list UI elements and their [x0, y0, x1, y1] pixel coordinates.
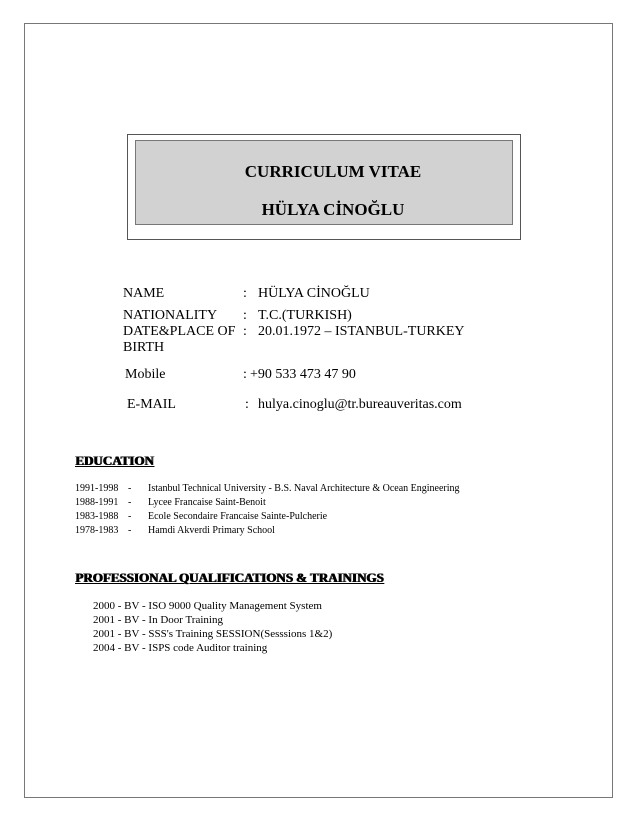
email-label: E-MAIL	[127, 397, 176, 412]
education-dash: -	[128, 525, 132, 536]
nationality-value: T.C.(TURKISH)	[258, 308, 352, 323]
qualification-item: 2004 - BV - ISPS code Auditor training	[93, 642, 268, 654]
title-panel	[135, 140, 513, 225]
candidate-name-heading: HÜLYA CİNOĞLU	[261, 200, 405, 219]
name-value: HÜLYA CİNOĞLU	[258, 286, 370, 301]
education-heading: EDUCATION	[75, 453, 154, 468]
mobile-value: +90 533 473 47 90	[250, 367, 356, 382]
mobile-sep: :	[243, 367, 247, 382]
email-sep: :	[245, 397, 249, 412]
birth-value: 20.01.1972 – ISTANBUL-TURKEY	[258, 324, 465, 339]
qualification-item: 2001 - BV - In Door Training	[93, 614, 223, 626]
title-box	[127, 134, 521, 240]
education-school: Lycee Francaise Saint-Benoit	[148, 497, 266, 508]
education-years: 1991-1998	[75, 483, 119, 494]
qualification-item: 2001 - BV - SSS's Training SESSION(Sesssions 1&2)	[93, 628, 333, 640]
birth-label: DATE&PLACE OF	[123, 324, 236, 339]
education-years: 1988-1991	[75, 497, 119, 508]
education-school: Hamdi Akverdi Primary School	[148, 525, 275, 536]
qualification-item: 2000 - BV - ISO 9000 Quality Management System	[93, 600, 322, 612]
document-title: CURRICULUM VITAE	[244, 162, 422, 181]
name-sep: :	[243, 286, 247, 301]
education-years: 1978-1983	[75, 525, 119, 536]
name-label: NAME	[123, 286, 165, 301]
nationality-sep: :	[243, 308, 247, 323]
nationality-label: NATIONALITY	[123, 308, 218, 323]
education-school: Ecole Secondaire Francaise Sainte-Pulcherie	[148, 511, 328, 522]
education-dash: -	[128, 483, 132, 494]
birth-label-cont: BIRTH	[123, 340, 165, 355]
education-dash: -	[128, 497, 132, 508]
qualifications-heading: PROFESSIONAL QUALIFICATIONS & TRAININGS	[75, 570, 384, 585]
birth-sep: :	[243, 324, 247, 339]
email-value: hulya.cinoglu@tr.bureauveritas.com	[258, 397, 462, 412]
education-years: 1983-1988	[75, 511, 119, 522]
education-school: Istanbul Technical University - B.S. Naval Architecture & Ocean Engineering	[148, 483, 460, 494]
mobile-label: Mobile	[125, 367, 166, 382]
education-dash: -	[128, 511, 132, 522]
